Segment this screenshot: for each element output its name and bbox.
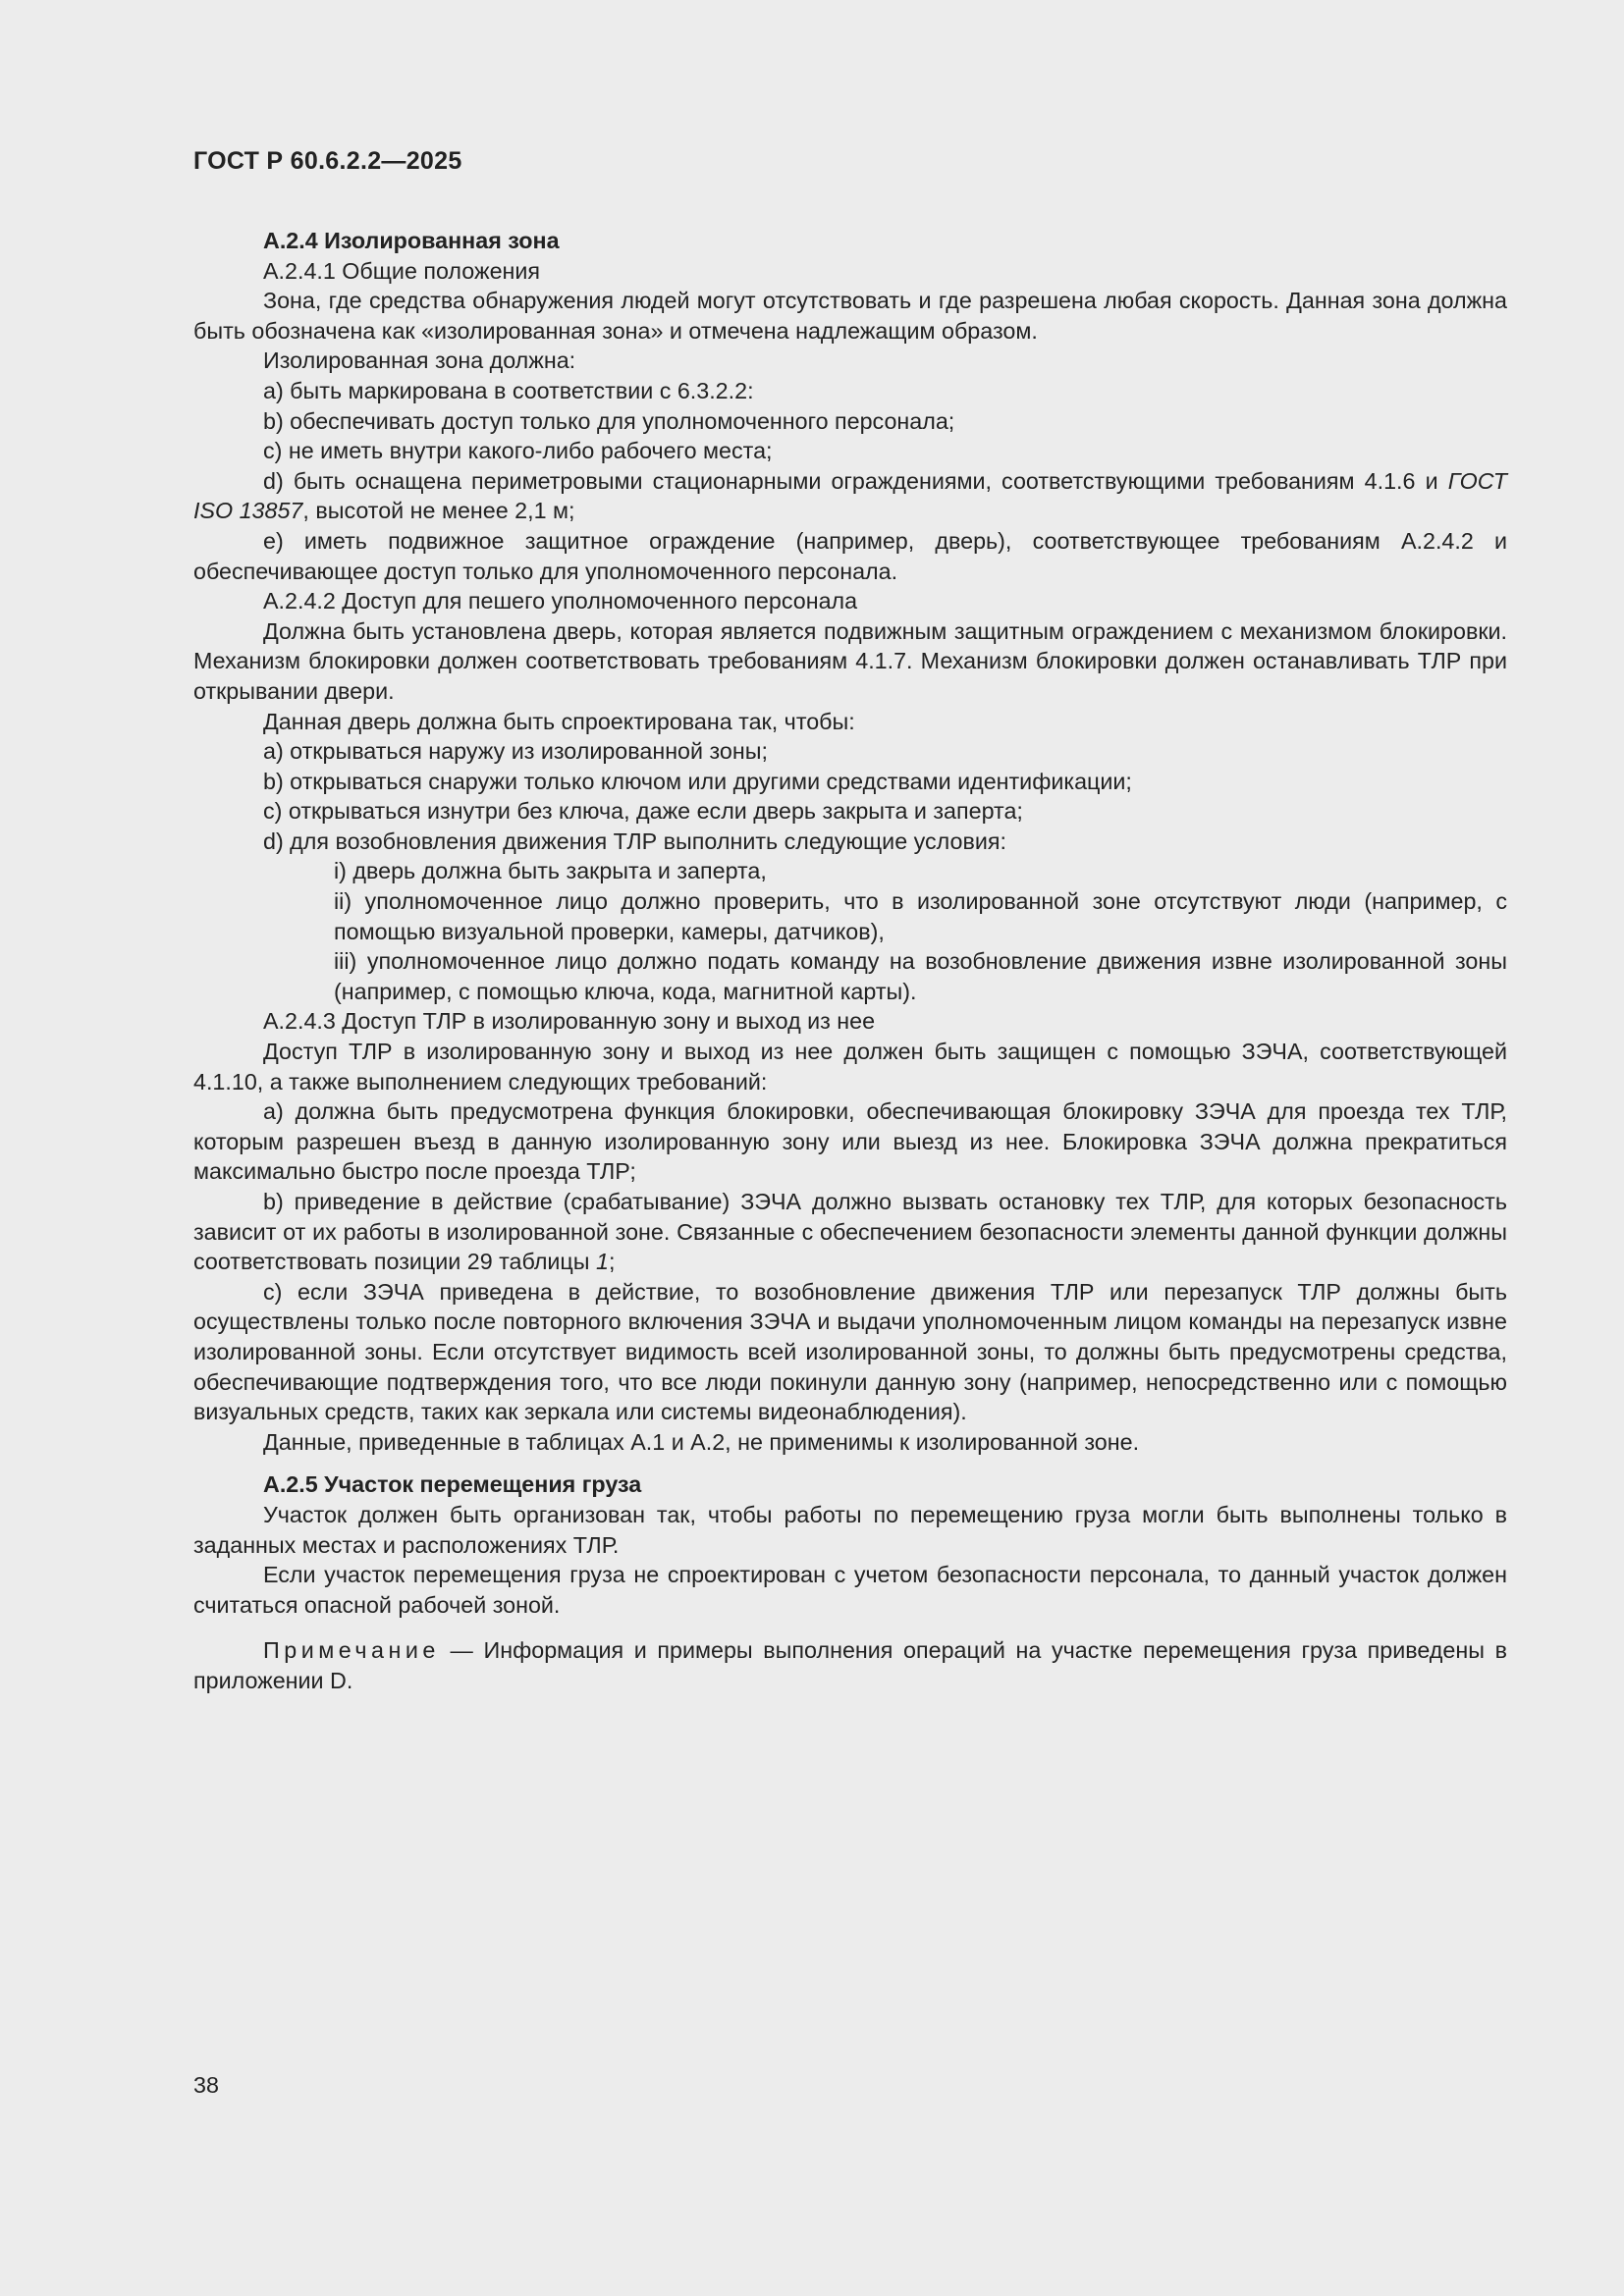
list-item — [193, 1187, 1507, 1277]
list-item: b) обеспечивать доступ только для уполномоченного персонала; — [263, 407, 955, 434]
note-dash: — — [439, 1637, 484, 1664]
list-item: a) должна быть предусмотрена функция блокировки, обеспечивающая блокировку ЗЭЧА для проезда тех ТЛР, которым разрешен въезд в данную изолированную зону или выезд из нее. Блокировка ЗЭЧА должна прекратиться максимально быстро после проезда ТЛР; — [193, 1098, 1507, 1185]
paragraph: Зона, где средства обнаружения людей могут отсутствовать и где разрешена любая скорость. Данная зона должна быть обозначена как «изолированная зона» и отмечена надлежащим образом. — [193, 288, 1507, 344]
subsection-heading-a241: А.2.4.1 Общие положения — [263, 257, 541, 284]
list-item-text: ; — [608, 1249, 616, 1275]
list-item: d) для возобновления движения ТЛР выполнить следующие условия: — [263, 828, 1006, 854]
subsection-heading-a242: А.2.4.2 Доступ для пешего уполномоченного персонала — [263, 588, 858, 614]
sub-list-item: i) дверь должна быть закрыта и заперта, — [334, 858, 767, 884]
list-item-text: , высотой не менее 2,1 м; — [302, 498, 575, 524]
standard-reference: ГОСТ ISO 13857 — [193, 467, 1507, 524]
paragraph: Участок должен быть организован так, чтобы работы по перемещению груза могли быть выполнены только в заданных местах и расположениях ТЛР. — [193, 1501, 1507, 1558]
list-item: c) открываться изнутри без ключа, даже если дверь закрыта и заперта; — [263, 798, 1023, 825]
paragraph: Данная дверь должна быть спроектирована так, чтобы: — [263, 708, 855, 734]
sub-list-item: ii) уполномоченное лицо должно проверить, что в изолированной зоне отсутствуют люди (например, с помощью визуальной проверки, камеры, датчиков), — [334, 888, 1507, 944]
list-item: c) если ЗЭЧА приведена в действие, то возобновление движения ТЛР или перезапуск ТЛР должны быть осуществлены только после повторного включения ЗЭЧА и выдачи уполномоченным лицом команды на перезапуск извне изолированной зоны. Если отсутствует видимость всей изолированной зоны, то должны быть предусмотрены средства, обеспечивающие подтверждения того, что все люди покинули данную зону (например, непосредственно или с помощью визуальных средств, таких как зеркала или системы видеонаблюдения). — [193, 1278, 1507, 1425]
sub-list-item: iii) уполномоченное лицо должно подать команду на возобновление движения извне изолированной зоны (например, с помощью ключа, кода, магнитной карты). — [334, 948, 1507, 1004]
paragraph: Данные, приведенные в таблицах А.1 и А.2, не применимы к изолированной зоне. — [263, 1428, 1140, 1455]
paragraph: Доступ ТЛР в изолированную зону и выход из нее должен быть защищен с помощью ЗЭЧА, соответствующей 4.1.10, а также выполнением следующих требований: — [193, 1039, 1507, 1095]
note-label: Примечание — [263, 1637, 440, 1664]
list-item — [193, 466, 1507, 526]
list-item: c) не иметь внутри какого-либо рабочего места; — [263, 438, 773, 464]
list-item-text: b) приведение в действие (срабатывание) ЗЭЧА должно вызвать остановку тех ТЛР, для которых безопасность зависит от их работы в изолированной зоне. Связанные с обеспечением безопасности элементы данной функции должны соответствовать позиции 29 таблицы — [193, 1189, 1507, 1275]
note-text: Информация и примеры выполнения операций на участке перемещения груза приведены в приложении D. — [193, 1637, 1507, 1693]
list-item-text: d) быть оснащена периметровыми стационарными ограждениями, соответствующими требованиям 4.1.6 и — [263, 467, 1448, 494]
table-reference: 1 — [595, 1249, 609, 1275]
subsection-heading-a243: А.2.4.3 Доступ ТЛР в изолированную зону и выход из нее — [263, 1008, 876, 1035]
section-heading-a25: А.2.5 Участок перемещения груза — [263, 1471, 642, 1498]
paragraph: Должна быть установлена дверь, которая является подвижным защитным ограждением с механизмом блокировки. Механизм блокировки должен соответствовать требованиям 4.1.7. Механизм блокировки должен останавливать ТЛР при открывании двери. — [193, 617, 1507, 704]
section-heading-a24: А.2.4 Изолированная зона — [263, 228, 560, 253]
paragraph: Если участок перемещения груза не спроектирован с учетом безопасности персонала, то данный участок должен считаться опасной рабочей зоной. — [193, 1562, 1507, 1618]
page-number: 38 — [193, 2072, 219, 2098]
list-item: b) открываться снаружи только ключом или другими средствами идентификации; — [263, 768, 1132, 794]
list-item: a) быть маркирована в соответствии с 6.3.2.2: — [263, 377, 754, 403]
paragraph: Изолированная зона должна: — [263, 347, 576, 374]
note — [193, 1635, 1507, 1695]
list-item: a) открываться наружу из изолированной зоны; — [263, 738, 768, 765]
document-header: ГОСТ Р 60.6.2.2—2025 — [193, 147, 462, 175]
document-body — [193, 226, 1507, 1696]
list-item: e) иметь подвижное защитное ограждение (например, дверь), соответствующее требованиям А.2.4.2 и обеспечивающее доступ только для уполномоченного персонала. — [193, 527, 1507, 584]
